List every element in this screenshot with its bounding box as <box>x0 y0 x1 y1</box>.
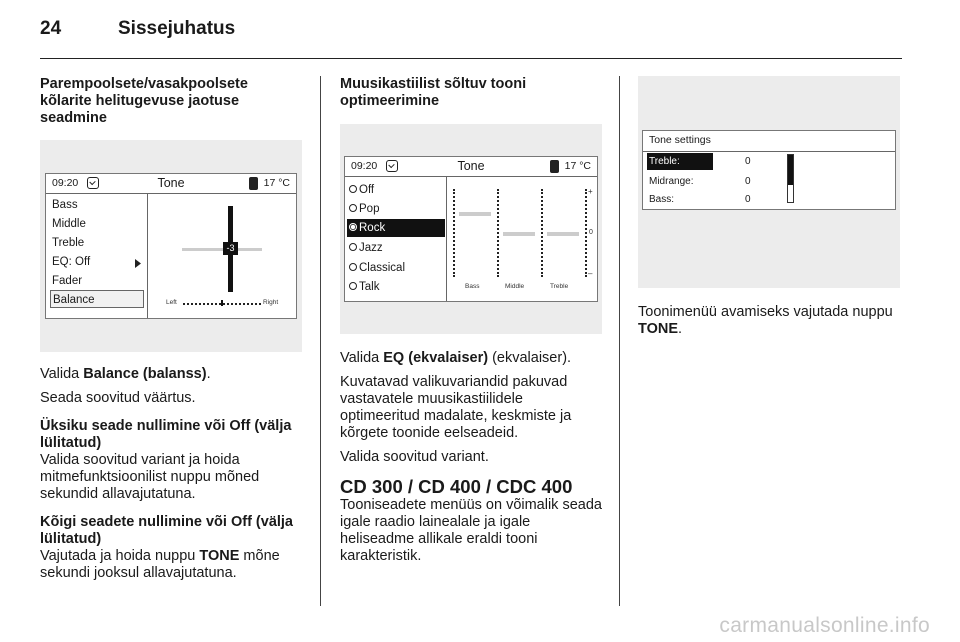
column-separator-2 <box>619 76 620 606</box>
menu-item-middle[interactable]: Middle <box>52 218 86 230</box>
tone-value-treble: 0 <box>745 156 751 167</box>
radio-icon <box>349 282 357 290</box>
column-1-text <box>40 366 302 582</box>
clock-time: 09:20 <box>351 160 378 172</box>
eq-preset-jazz[interactable]: Jazz <box>349 239 383 257</box>
tone-row-treble[interactable]: Treble: <box>647 153 713 170</box>
menu-item-eq[interactable]: EQ: Off <box>52 256 91 268</box>
header-rule <box>40 58 902 59</box>
paragraph-open-tone-menu: Toonimenüü avamiseks vajutada nuppu TONE. <box>638 304 893 337</box>
eq-scale-treble <box>541 189 543 277</box>
eq-scale-bass <box>453 189 455 277</box>
eq-plus-label: + <box>588 187 593 196</box>
eq-preset-talk[interactable]: Talk <box>349 278 379 296</box>
tone-row-bass[interactable]: Bass: <box>649 194 675 205</box>
eq-bar-treble <box>547 232 579 236</box>
eq-preset-classical[interactable]: Classical <box>349 259 405 277</box>
reset-all-heading: Kõigi seadete nullimine või Off (välja lülitatud) <box>40 514 293 547</box>
tone-settings-screen <box>642 130 896 210</box>
balance-value-badge: -3 <box>223 242 238 255</box>
radio-icon <box>349 204 357 212</box>
page-header <box>40 18 235 40</box>
clock-time: 09:20 <box>52 177 79 189</box>
eq-band-label-treble: Treble <box>550 283 569 290</box>
menu-item-fader[interactable]: Fader <box>52 275 83 287</box>
tone-value-midrange: 0 <box>745 176 751 187</box>
paragraph-reset-all: Vajutada ja hoida nuppu TONE mõne sekundi jooksul allavajutatuna. <box>40 548 280 581</box>
paragraph-select-balance: Valida Balance (balanss). <box>40 366 211 382</box>
paragraph-eq-presets: Kuvatavad valikuvariandid pakuvad vastavatele muusikastiilidele optimeeritud madalate, keskmiste ja kõrgete toonide eelseadeid. <box>340 374 572 441</box>
eq-heading: Muusikastiilist sõltuv tooni optimeerimine <box>340 76 527 109</box>
eq-minus-label: – <box>588 269 593 278</box>
screen-title: Tone <box>457 159 485 173</box>
eq-screen <box>344 156 598 302</box>
tone-menu <box>46 194 148 318</box>
balance-scale-marker <box>221 300 223 306</box>
eq-preset-pop[interactable]: Pop <box>349 200 379 218</box>
watermark: carmanualsonline.info <box>719 614 930 637</box>
column-separator-1 <box>320 76 321 606</box>
submenu-arrow-icon <box>134 259 142 268</box>
thermometer-icon <box>550 160 559 173</box>
eq-screenshot <box>340 124 602 334</box>
tone-value-bass: 0 <box>745 194 751 205</box>
eq-preset-off[interactable]: Off <box>349 181 374 199</box>
thermometer-icon <box>249 177 258 190</box>
temperature: 17 °C <box>564 160 591 172</box>
menu-item-balance[interactable]: Balance <box>50 290 144 308</box>
paragraph-select-eq: Valida EQ (ekvalaiser) (ekvalaiser). <box>340 350 572 366</box>
menu-item-treble[interactable]: Treble <box>52 237 85 249</box>
status-bar <box>46 174 296 194</box>
tone-settings-divider <box>643 151 895 152</box>
balance-screenshot <box>40 140 302 352</box>
eq-band-label-middle: Middle <box>505 283 525 290</box>
temperature: 17 °C <box>263 177 290 189</box>
tone-settings-title: Tone settings <box>649 134 711 146</box>
eq-preset-rock[interactable]: Rock <box>347 219 445 237</box>
tone-level-thumb <box>788 155 793 185</box>
status-bar <box>345 157 597 177</box>
paragraph-select-variant: Valida soovitud variant. <box>340 449 489 465</box>
balance-left-label: Left <box>166 299 177 306</box>
tone-row-midrange[interactable]: Midrange: <box>649 176 694 187</box>
paragraph-set-value: Seada soovitud väärtus. <box>40 390 196 406</box>
column-2 <box>340 76 602 110</box>
column-3-text <box>638 304 900 338</box>
screen-title: Tone <box>157 176 185 190</box>
column-2-text <box>340 350 602 565</box>
paragraph-reset-single: Valida soovitud variant ja hoida mitmefunktsioonilist nuppu mõned sekundid allavajutatuna. <box>40 452 260 502</box>
page-title: Sissejuhatus <box>118 18 236 39</box>
reset-single-heading: Üksiku seade nullimine või Off (välja lülitatud) <box>40 418 292 451</box>
page-number: 24 <box>40 18 62 39</box>
balance-heading: Parempoolsete/vasakpoolsete kõlarite helitugevuse jaotuse seadmine <box>40 76 248 126</box>
tone-level-scroll[interactable] <box>787 154 794 203</box>
radio-icon <box>349 263 357 271</box>
eq-zero-label: 0 <box>589 229 593 236</box>
eq-scale-middle <box>497 189 499 277</box>
eq-band-label-bass: Bass <box>465 283 480 290</box>
radio-selected-icon <box>349 223 357 231</box>
cd-models-heading: CD 300 / CD 400 / CDC 400 <box>340 476 573 497</box>
paragraph-cd-tone: Tooniseadete menüüs on võimalik seada igale raadio lainealale ja igale heliseadme allikale eraldi tooni karakteristik. <box>340 497 602 564</box>
radio-icon <box>349 243 357 251</box>
balance-right-label: Right <box>263 299 279 306</box>
tone-settings-screenshot <box>638 76 900 288</box>
radio-icon <box>349 185 357 193</box>
column-1 <box>40 76 302 127</box>
menu-item-bass[interactable]: Bass <box>52 199 78 211</box>
eq-preset-list <box>345 177 447 301</box>
eq-scale-right <box>585 189 587 277</box>
eq-bar-middle <box>503 232 535 236</box>
balance-horizontal-line <box>182 248 262 251</box>
eq-bar-bass <box>459 212 491 216</box>
tone-screen <box>45 173 297 319</box>
